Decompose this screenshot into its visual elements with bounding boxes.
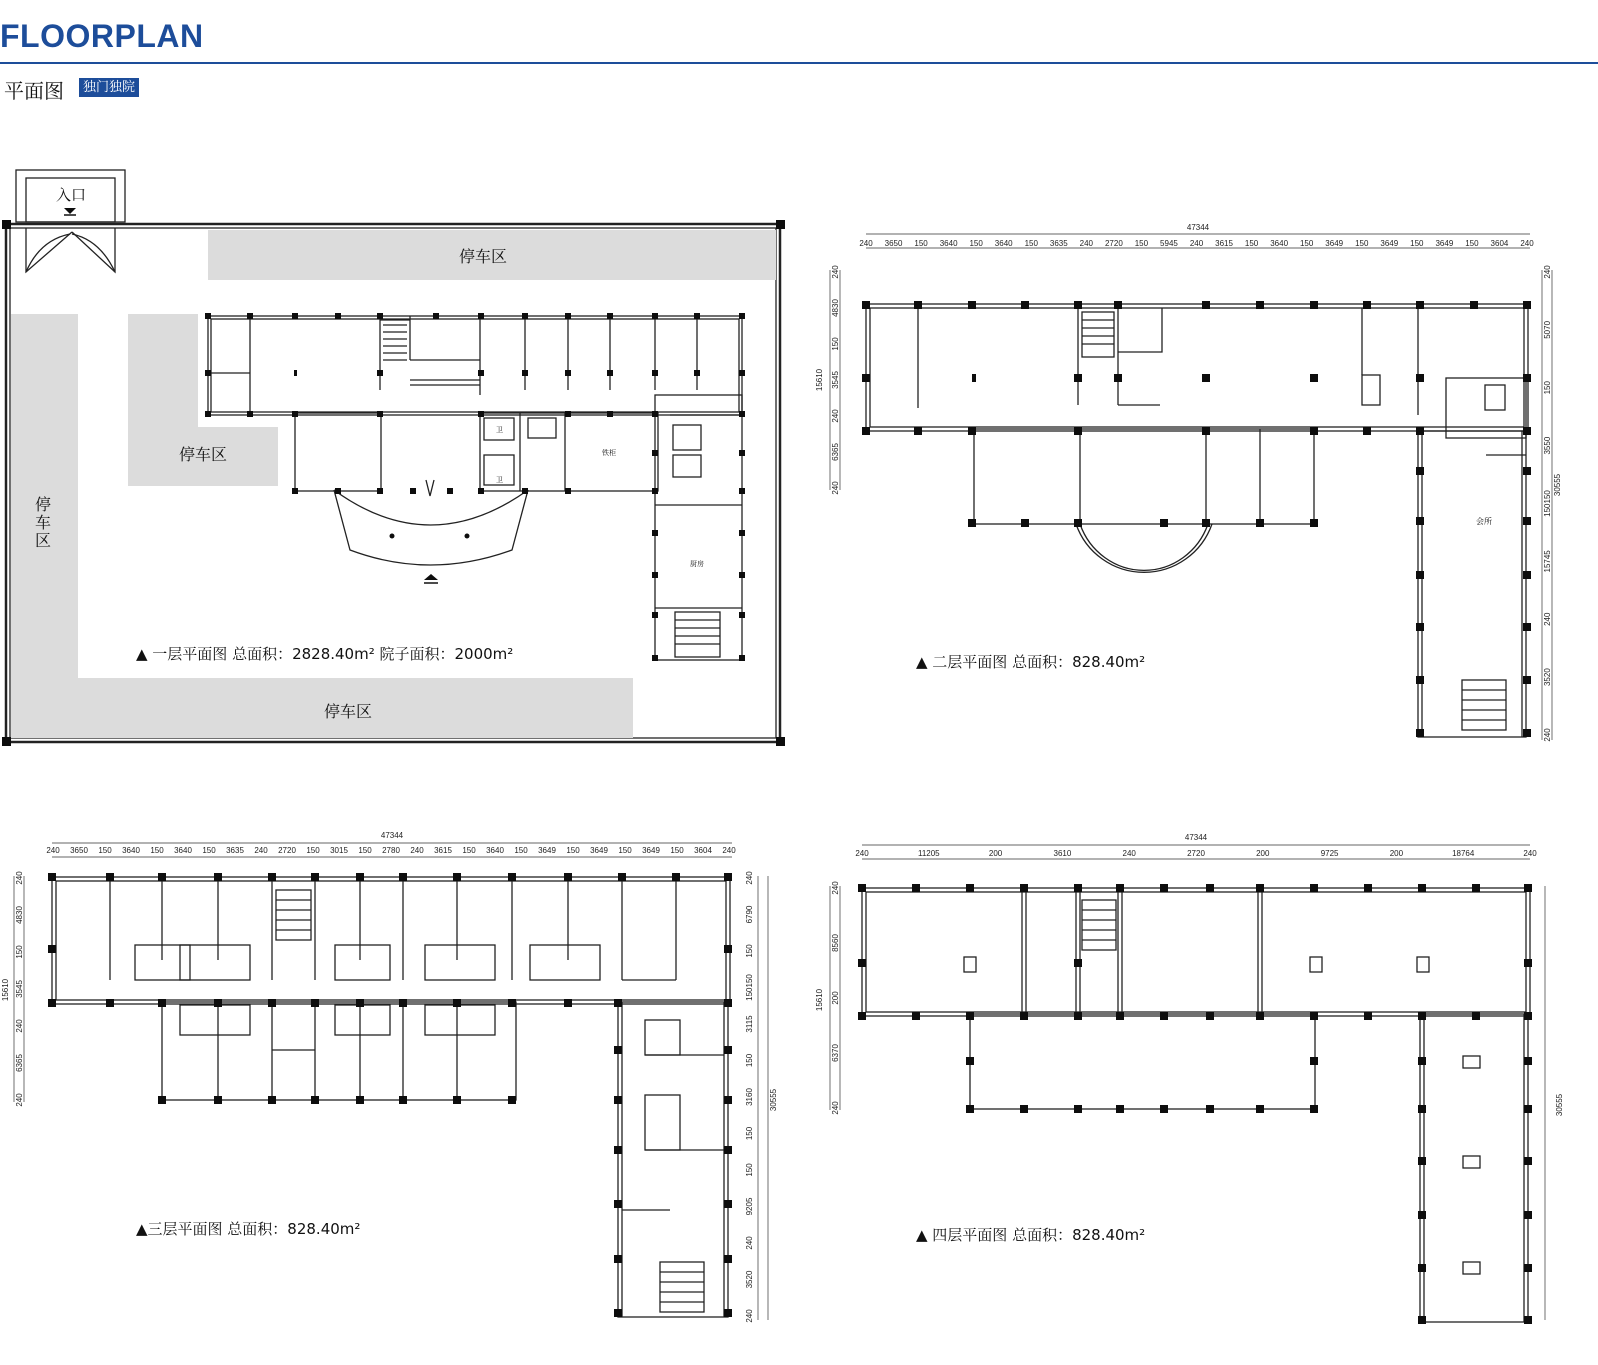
dim-label: 6365	[831, 443, 840, 461]
room-club: 会所	[1476, 517, 1492, 526]
dim-label: 150	[1134, 239, 1149, 248]
dim-label: 240	[46, 846, 60, 855]
dim-label: 2720	[278, 846, 296, 855]
floor3-right-total: 30555	[769, 1088, 778, 1112]
dim-label: 200	[1256, 849, 1270, 858]
dim-label: 3649	[538, 846, 556, 855]
dim-label: 3640	[122, 846, 140, 855]
dim-label: 3615	[1215, 239, 1233, 248]
dim-label: 3640	[1270, 239, 1289, 248]
floor1-walls	[208, 316, 742, 660]
dim-label: 150	[1543, 381, 1552, 395]
parking-left-label: 停车区	[178, 445, 228, 464]
dim-label: 240	[15, 1093, 24, 1107]
dim-label: 240	[745, 871, 754, 885]
floor3-plan	[0, 825, 790, 1345]
floor4-walls	[862, 888, 1530, 1322]
entrance-label: 入口	[55, 186, 87, 204]
dim-label: 9725	[1320, 849, 1339, 858]
dim-label: 150	[514, 846, 528, 855]
floor2-columns	[862, 301, 1531, 737]
dim-label: 150	[914, 239, 928, 248]
section-badge: 独门独院	[79, 78, 139, 97]
dim-label: 240	[831, 409, 840, 423]
dim-label: 150	[745, 944, 754, 958]
parking-bottom-label: 停车区	[323, 702, 373, 721]
dim-label: 150	[1410, 239, 1424, 248]
dim-label: 240	[1543, 612, 1552, 626]
dim-label: 240	[855, 849, 869, 858]
dim-label: 240	[831, 1101, 840, 1115]
floor3-total-dim: 47344	[380, 831, 404, 840]
dim-label: 6790	[745, 905, 754, 924]
dim-label: 3520	[745, 1270, 754, 1289]
parking-side-label-2: 车	[34, 513, 52, 532]
dim-label: 2720	[1187, 849, 1205, 858]
dim-label: 3635	[1049, 239, 1068, 248]
dim-label: 240	[1523, 849, 1537, 858]
floor2-left-total: 15610	[815, 368, 824, 392]
dim-label: 200	[988, 849, 1003, 858]
floor2-right-total: 30555	[1553, 473, 1562, 497]
dim-label: 240	[410, 846, 424, 855]
dim-label: 18764	[1452, 849, 1475, 858]
dim-label: 3649	[1325, 239, 1344, 248]
room-kitchen: 厨房	[690, 560, 704, 568]
dim-label: 240	[831, 265, 840, 279]
dim-label: 3650	[70, 846, 88, 855]
dim-label: 3520	[1543, 668, 1552, 687]
dim-label: 3640	[486, 846, 504, 855]
dim-label: 3550	[1543, 436, 1552, 455]
entrance-gate	[26, 228, 115, 272]
entrance-arrow-icon	[64, 208, 76, 214]
dim-label: 3635	[226, 846, 244, 855]
dim-label: 240	[15, 1019, 24, 1033]
dim-label: 240	[1122, 849, 1136, 858]
floor1-plan	[0, 160, 800, 780]
dim-label: 150	[150, 846, 164, 855]
dim-label: 240	[745, 1309, 754, 1323]
dim-label: 2720	[1104, 239, 1123, 248]
dim-label: 5070	[1543, 320, 1552, 339]
dim-label: 150	[98, 846, 112, 855]
dim-label: 9205	[745, 1197, 754, 1216]
dim-label: 3615	[434, 846, 452, 855]
section-title: 平面图	[4, 79, 64, 103]
dim-label: 150	[618, 846, 632, 855]
floor3-dimensions	[1, 831, 778, 1323]
dim-label: 150	[202, 846, 216, 855]
dim-label: 150	[462, 846, 476, 855]
parking-side	[11, 314, 633, 738]
room-iron: 铁柜	[602, 449, 616, 457]
dim-label: 240	[745, 1236, 754, 1250]
dim-label: 150	[1355, 239, 1369, 248]
floor4-left-total: 15610	[815, 988, 824, 1012]
dim-label: 150	[566, 846, 580, 855]
dim-label: 4830	[831, 299, 840, 317]
dim-label: 240	[254, 846, 268, 855]
dim-label: 3640	[174, 846, 192, 855]
dim-label: 4830	[15, 906, 24, 924]
dim-label: 240	[831, 481, 840, 495]
dim-label: 3015	[330, 846, 348, 855]
page-title: FLOORPLAN	[0, 18, 204, 54]
dim-label: 11205	[917, 849, 940, 858]
dim-label: 150	[831, 337, 840, 351]
floor3-left-total: 15610	[1, 978, 10, 1002]
dim-label: 240	[1520, 239, 1534, 248]
dim-label: 3649	[1435, 239, 1454, 248]
floor1-entry-arrow-icon	[424, 574, 438, 580]
dim-label: 150	[358, 846, 372, 855]
dim-label: 15745	[1543, 550, 1552, 573]
floor2-caption: ▲ 二层平面图 总面积：828.40m²	[916, 653, 1146, 671]
dim-label: 2780	[382, 846, 400, 855]
floor4-columns	[858, 884, 1532, 1324]
floor2-walls	[866, 304, 1528, 737]
dim-label: 150	[745, 1163, 754, 1177]
dim-label: 3650	[884, 239, 903, 248]
dim-label: 3115	[745, 1015, 754, 1033]
floor1-caption: ▲ 一层平面图 总面积：2828.40m² 院子面积：2000m²	[136, 645, 514, 663]
floor1-columns	[205, 313, 745, 661]
dim-label: 150	[745, 1126, 754, 1141]
dim-label: 150	[15, 945, 24, 959]
dim-label: 150	[1465, 239, 1479, 248]
dim-label: 3545	[831, 371, 840, 389]
dim-label: 5945	[1160, 239, 1178, 248]
dim-label: 6365	[15, 1054, 24, 1072]
dim-label: 150	[745, 1053, 754, 1068]
room-toilet-2: 卫	[496, 476, 503, 484]
dim-label: 3604	[694, 846, 712, 855]
dim-label: 240	[1543, 728, 1552, 742]
floor4-caption: ▲ 四层平面图 总面积：828.40m²	[916, 1226, 1146, 1244]
dim-label: 3640	[939, 239, 958, 248]
dim-label: 8560	[831, 934, 840, 952]
courtyard-wall	[6, 224, 780, 742]
dim-label: 150	[1299, 239, 1314, 248]
floor4-total-dim: 47344	[1184, 833, 1208, 842]
dim-label: 6370	[831, 1044, 840, 1062]
parking-side-label-3: 区	[34, 531, 52, 550]
dim-label: 240	[1079, 239, 1094, 248]
dim-label: 240	[831, 881, 840, 895]
floor3-caption: ▲三层平面图 总面积：828.40m²	[136, 1220, 361, 1238]
dim-label: 240	[722, 846, 736, 855]
dim-label: 150	[306, 846, 320, 855]
dim-label: 3649	[590, 846, 608, 855]
dim-label: 150150	[745, 974, 754, 1001]
dim-label: 3640	[994, 239, 1013, 248]
dim-label: 3604	[1490, 239, 1509, 248]
dim-label: 3160	[745, 1088, 754, 1106]
dim-label: 150	[670, 846, 684, 855]
floor3-walls	[52, 877, 730, 1317]
dim-label: 200	[1389, 849, 1404, 858]
dim-label: 240	[859, 239, 873, 248]
parking-top-label: 停车区	[458, 247, 508, 266]
floor4-right-total: 30555	[1555, 1093, 1564, 1117]
dim-label: 200	[831, 991, 840, 1005]
dim-label: 150	[969, 239, 983, 248]
dim-label: 150	[1244, 239, 1259, 248]
floor4-plan	[815, 830, 1575, 1340]
room-toilet-1: 卫	[496, 426, 503, 434]
dim-label: 150150	[1543, 490, 1552, 517]
dim-label: 3545	[15, 980, 24, 998]
floor2-plan	[815, 215, 1575, 775]
dim-label: 240	[1543, 265, 1552, 279]
dim-label: 150	[1024, 239, 1038, 248]
dim-label: 3610	[1053, 849, 1072, 858]
dim-label: 3649	[1380, 239, 1399, 248]
floor4-dimensions	[815, 833, 1564, 1320]
parking-side-label-1: 停	[34, 495, 52, 514]
floor2-total-dim: 47344	[1186, 223, 1210, 232]
title-divider	[0, 62, 1598, 64]
floor3-columns	[48, 873, 732, 1317]
dim-label: 240	[15, 871, 24, 885]
dim-label: 3649	[642, 846, 660, 855]
dim-label: 240	[1189, 239, 1204, 248]
